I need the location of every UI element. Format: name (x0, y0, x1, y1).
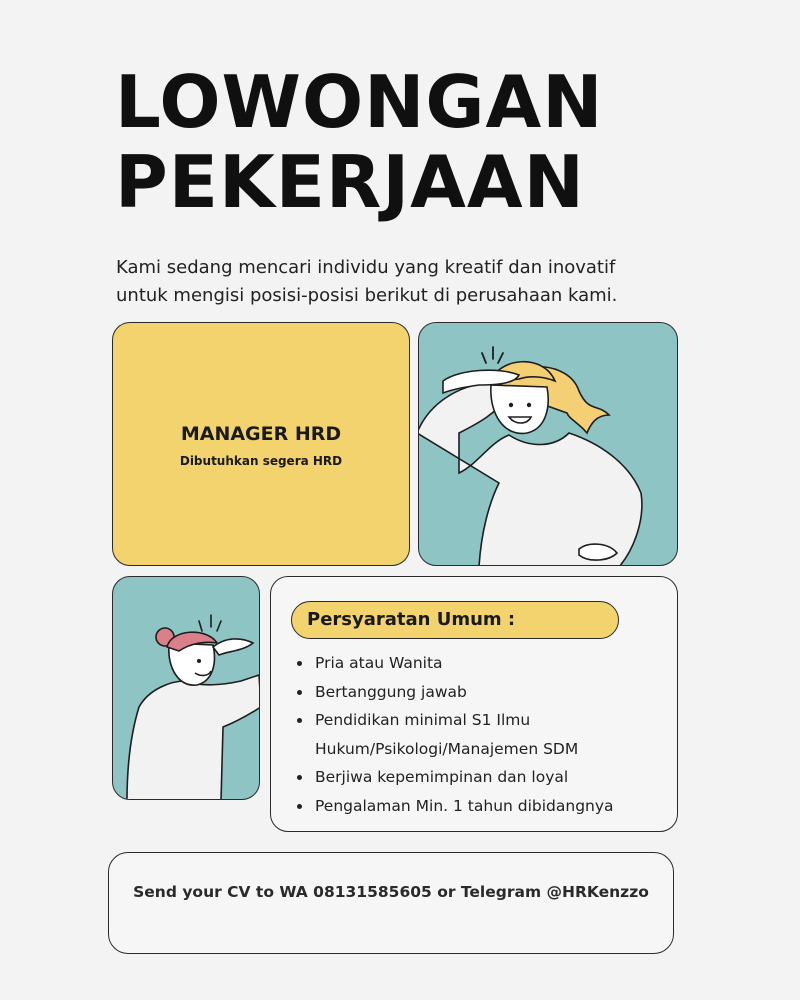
title-line-2: PEKERJAAN (115, 140, 585, 224)
job-title: MANAGER HRD (180, 423, 342, 445)
illustration-card-2 (112, 576, 260, 800)
intro-text (116, 254, 676, 310)
job-subtitle: Dibutuhkan segera HRD (179, 454, 343, 468)
woman-looking-blonde-illustration (419, 323, 678, 566)
list-item: • Berjiwa kepemimpinan dan loyal (313, 763, 673, 792)
woman-looking-bun-illustration (113, 577, 260, 800)
list-item: • Pengalaman Min. 1 tahun dibidangnya (313, 792, 673, 821)
contact-text: Send your CV to WA 08131585605 or Telegram @HRKenzzo (133, 883, 649, 901)
list-item: • Pendidikan minimal S1 Ilmu Hukum/Psikologi/Manajemen SDM (313, 706, 673, 763)
page-title (115, 62, 603, 222)
list-item: • Bertanggung jawab (313, 678, 673, 707)
requirements-heading: Persyaratan Umum : (291, 601, 619, 639)
requirements-card (270, 576, 678, 832)
list-item: • Pria atau Wanita (313, 649, 673, 678)
illustration-card-1 (418, 322, 678, 566)
intro-line-2: untuk mengisi posisi-posisi berikut di perusahaan kami. (116, 285, 618, 306)
title-line-1: LOWONGAN (115, 60, 604, 144)
contact-card (108, 852, 674, 954)
job-card (112, 322, 410, 566)
requirements-list (293, 649, 673, 820)
intro-line-1: Kami sedang mencari individu yang kreatif dan inovatif (116, 257, 616, 278)
